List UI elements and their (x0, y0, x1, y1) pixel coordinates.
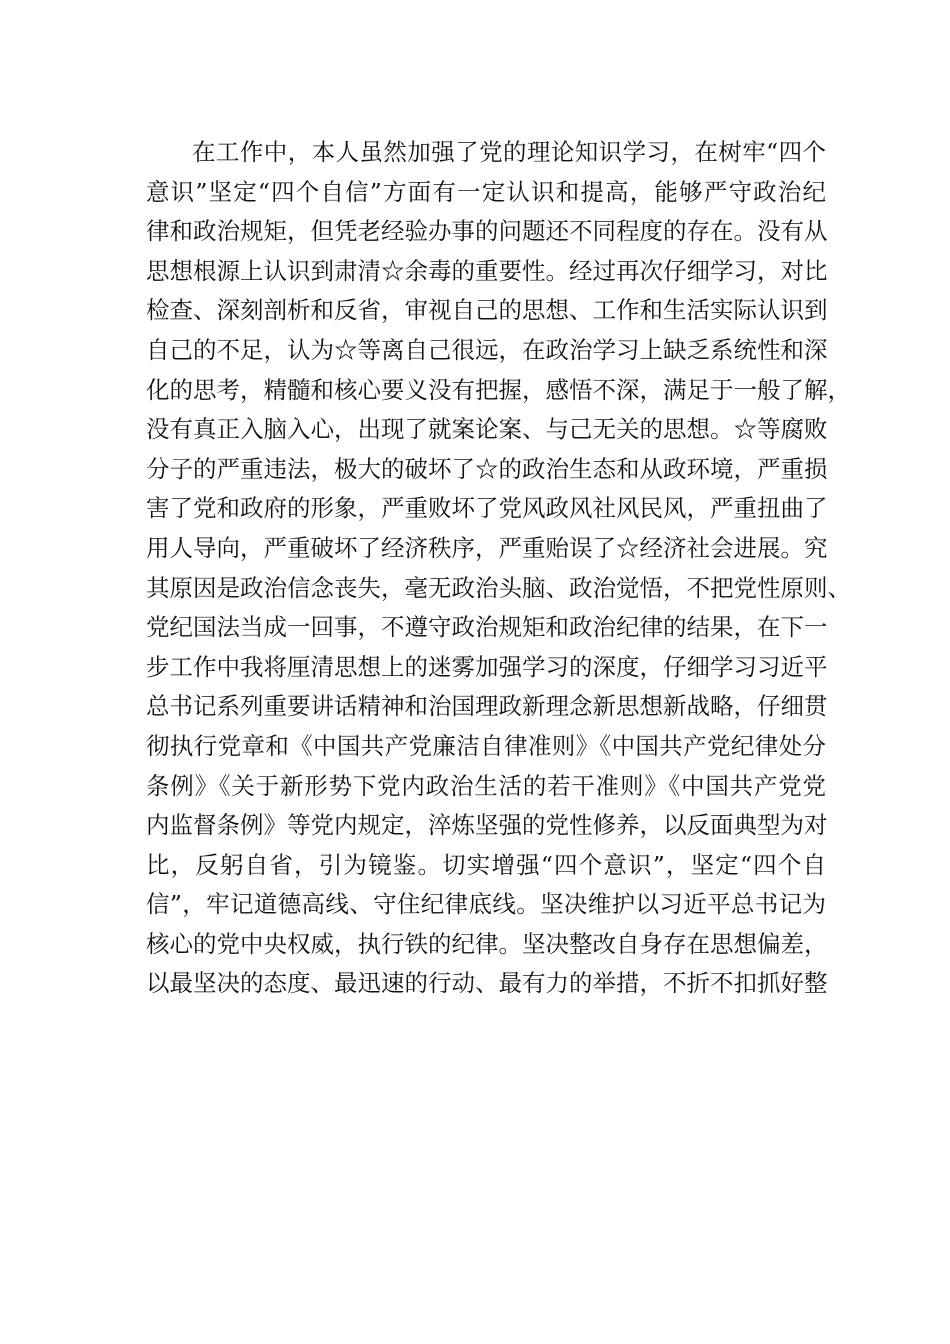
paragraph-line: 党纪国法当成一回事，不遵守政治规矩和政治纪律的结果，在下一 (146, 613, 828, 642)
paragraph-line: 比，反躬自省，引为镜鉴。切实增强“四个意识”，坚定“四个自 (146, 850, 826, 879)
paragraph-line: 在工作中，本人虽然加强了党的理论知识学习，在树牢“四个 (192, 138, 826, 166)
paragraph-line: 化的思考，精髓和核心要义没有把握，感悟不深，满足于一般了解， (146, 375, 851, 404)
paragraph-line: 步工作中我将厘清思想上的迷雾加强学习的深度，仔细学习习近平 (146, 652, 828, 681)
paragraph-line: 害了党和政府的形象，严重败坏了党风政风社风民风，严重扭曲了 (146, 494, 828, 523)
paragraph-line: 没有真正入脑入心，出现了就案论案、与己无关的思想。☆等腐败 (146, 415, 828, 444)
paragraph-line: 自己的不足，认为☆等离自己很远，在政治学习上缺乏系统性和深 (146, 335, 828, 364)
paragraph-line: 意识”坚定“四个自信”方面有一定认识和提高，能够严守政治纪 (146, 177, 826, 206)
paragraph-line: 信”，牢记道德高线、守住纪律底线。坚决维护以习近平总书记为 (146, 890, 826, 919)
paragraph-line: 检查、深刻剖析和反省，审视自己的思想、工作和生活实际认识到 (146, 296, 828, 325)
paragraph-line: 核心的党中央权威，执行铁的纪律。坚决整改自身存在思想偏差， (146, 929, 828, 958)
paragraph-line: 律和政治规矩，但凭老经验办事的问题还不同程度的存在。没有从 (146, 217, 828, 246)
paragraph-line: 以最坚决的态度、最迅速的行动、最有力的举措，不折不扣抓好整 (146, 969, 828, 998)
paragraph-line: 用人导向，严重破坏了经济秩序，严重贻误了☆经济社会进展。究 (146, 533, 828, 562)
paragraph-line: 其原因是政治信念丧失，毫无政治头脑、政治觉悟，不把党性原则、 (146, 573, 851, 602)
paragraph-line: 条例》《关于新形势下党内政治生活的若干准则》《中国共产党党 (146, 771, 826, 800)
paragraph-line: 分子的严重违法，极大的破坏了☆的政治生态和从政环境，严重损 (146, 454, 828, 483)
body-paragraph (146, 133, 851, 1004)
paragraph-line: 思想根源上认识到肃清☆余毒的重要性。经过再次仔细学习，对比 (146, 256, 828, 285)
paragraph-line: 总书记系列重要讲话精神和治国理政新理念新思想新战略，仔细贯 (146, 692, 828, 721)
paragraph-line: 内监督条例》等党内规定，淬炼坚强的党性修养，以反面典型为对 (146, 811, 828, 840)
paragraph-line: 彻执行党章和《中国共产党廉洁自律准则》《中国共产党纪律处分 (146, 731, 826, 760)
